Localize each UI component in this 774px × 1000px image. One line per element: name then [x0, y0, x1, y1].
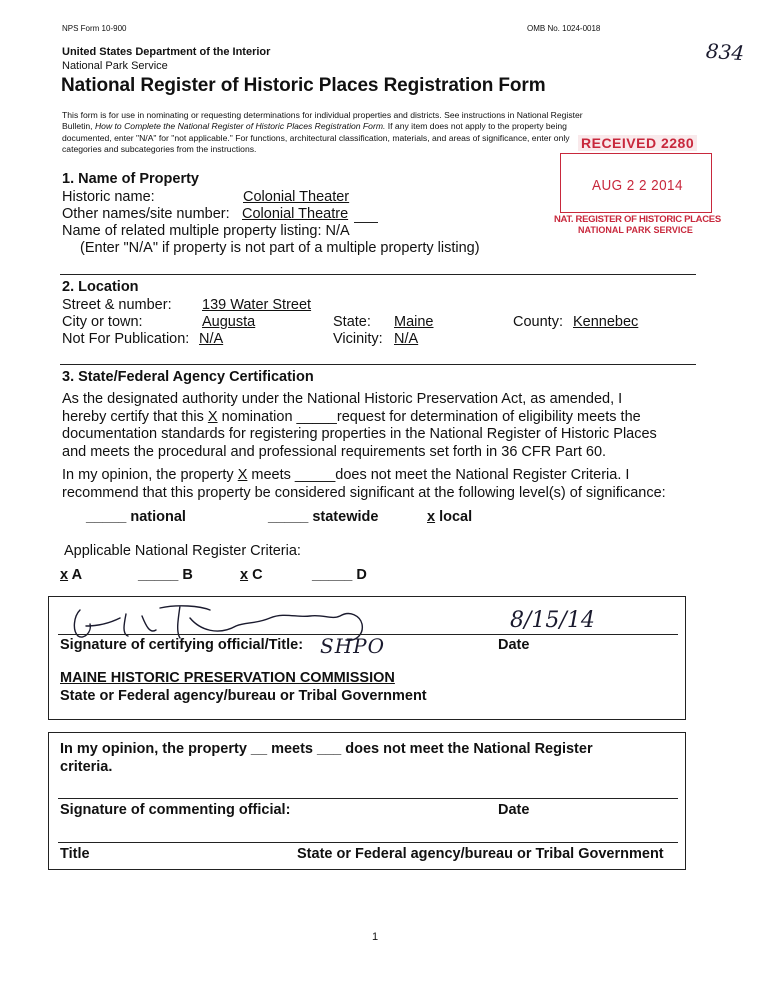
stamp-line-2: NATIONAL PARK SERVICE — [578, 225, 693, 235]
vicinity-label: Vicinity: — [333, 331, 383, 347]
signature-label: Signature of certifying official/Title: — [60, 637, 304, 653]
comment-title-line — [58, 842, 678, 843]
section2-heading: 2. Location — [62, 279, 139, 295]
other-names-label: Other names/site number: — [62, 206, 230, 222]
criteria-label: Applicable National Register Criteria: — [64, 543, 301, 559]
omb-number: OMB No. 1024-0018 — [527, 24, 601, 33]
instructions-line-2: Bulletin, How to Complete the National Register of Historic Places Registration Form. If any item does not apply to the property being — [62, 121, 567, 132]
criterion-a: x A — [60, 567, 83, 583]
comment-signature-label: Signature of commenting official: — [60, 802, 291, 818]
county-value: Kennebec — [573, 314, 639, 330]
instructions-line-4: categories and subcategories from the instructions. — [62, 144, 257, 155]
service: National Park Service — [62, 60, 168, 72]
comment-agency-label: State or Federal agency/bureau or Tribal Government — [297, 846, 664, 862]
criterion-c: x C — [240, 567, 263, 583]
multiple-listing-value: N/A — [325, 223, 350, 239]
section-divider-1 — [60, 274, 696, 275]
level-national: _____ national — [86, 509, 186, 525]
instructions-line-3: documented, enter "N/A" for "not applicable." For functions, architectural classification, materials, and areas of significance, enter only — [62, 132, 570, 143]
agency-name: MAINE HISTORIC PRESERVATION COMMISSION — [60, 670, 395, 686]
page-title: National Register of Historic Places Registration Form — [61, 75, 546, 96]
comment-date-label: Date — [498, 802, 530, 818]
state-value: Maine — [394, 314, 434, 330]
other-names-underline — [354, 222, 378, 223]
handwritten-page-number: 834 — [705, 38, 745, 66]
state-label: State: — [333, 314, 371, 330]
stamp-received: RECEIVED 2280 — [578, 135, 697, 151]
comment-opinion-line-2: criteria. — [60, 759, 113, 775]
vicinity-value: N/A — [394, 331, 419, 347]
city-value: Augusta — [202, 314, 256, 330]
date-label: Date — [498, 637, 530, 653]
section-divider-2 — [60, 364, 696, 365]
received-stamp — [554, 133, 721, 241]
department: United States Department of the Interior — [62, 46, 271, 58]
handwritten-title: SHPO — [320, 634, 385, 658]
county-label: County: — [513, 314, 563, 330]
stamp-line-1: NAT. REGISTER OF HISTORIC PLACES — [554, 214, 721, 225]
comment-title-label: Title — [60, 846, 90, 862]
level-local: x local — [427, 509, 473, 525]
city-label: City or town: — [62, 314, 143, 330]
street-value: 139 Water Street — [202, 297, 312, 313]
instructions-line-1: This form is for use in nominating or requesting determinations for individual properties and districts. See instructions in National Register — [62, 110, 583, 120]
section3-heading: 3. State/Federal Agency Certification — [62, 369, 314, 385]
comment-signature-line — [58, 798, 678, 799]
nfp-label: Not For Publication: — [62, 331, 190, 347]
agency-label: State or Federal agency/bureau or Tribal Government — [60, 688, 427, 704]
historic-name-value: Colonial Theater — [243, 189, 350, 205]
meets-checkmark: X — [237, 467, 248, 483]
multiple-listing-label: Name of related multiple property listing: N/A — [62, 223, 350, 239]
historic-name-label: Historic name: — [62, 189, 155, 205]
certification-paragraph: As the designated authority under the National Historic Preservation Act, as amended, I hereby certify that this X nomination _____request for determination of eligibility meets the documentation standards for registering properties in the National Register of Historic Places and meets the procedural and professional requirements set forth in 36 CFR Part 60. — [62, 391, 657, 460]
criterion-d: _____ D — [312, 567, 367, 583]
other-names-value: Colonial Theatre — [242, 206, 349, 222]
street-label: Street & number: — [62, 297, 172, 313]
handwritten-date: 8/15/14 — [510, 608, 595, 633]
nomination-checkmark: X — [207, 408, 218, 425]
level-statewide: _____ statewide — [268, 509, 379, 525]
multiple-listing-note: (Enter "N/A" if property is not part of a multiple property listing) — [80, 240, 480, 256]
stamp-date: AUG 2 2 2014 — [592, 177, 683, 194]
page-number: 1 — [372, 931, 379, 943]
opinion-paragraph: In my opinion, the property X meets _____does not meet the National Register Criteria. I recommend that this property be considered significant at the following level(s) of significance: — [62, 467, 666, 501]
criterion-b: _____ B — [138, 567, 193, 583]
comment-opinion-line-1: In my opinion, the property __ meets ___ does not meet the National Register — [60, 741, 593, 757]
nfp-value: N/A — [199, 331, 224, 347]
form-number: NPS Form 10-900 — [62, 24, 127, 33]
section1-heading: 1. Name of Property — [62, 171, 199, 187]
